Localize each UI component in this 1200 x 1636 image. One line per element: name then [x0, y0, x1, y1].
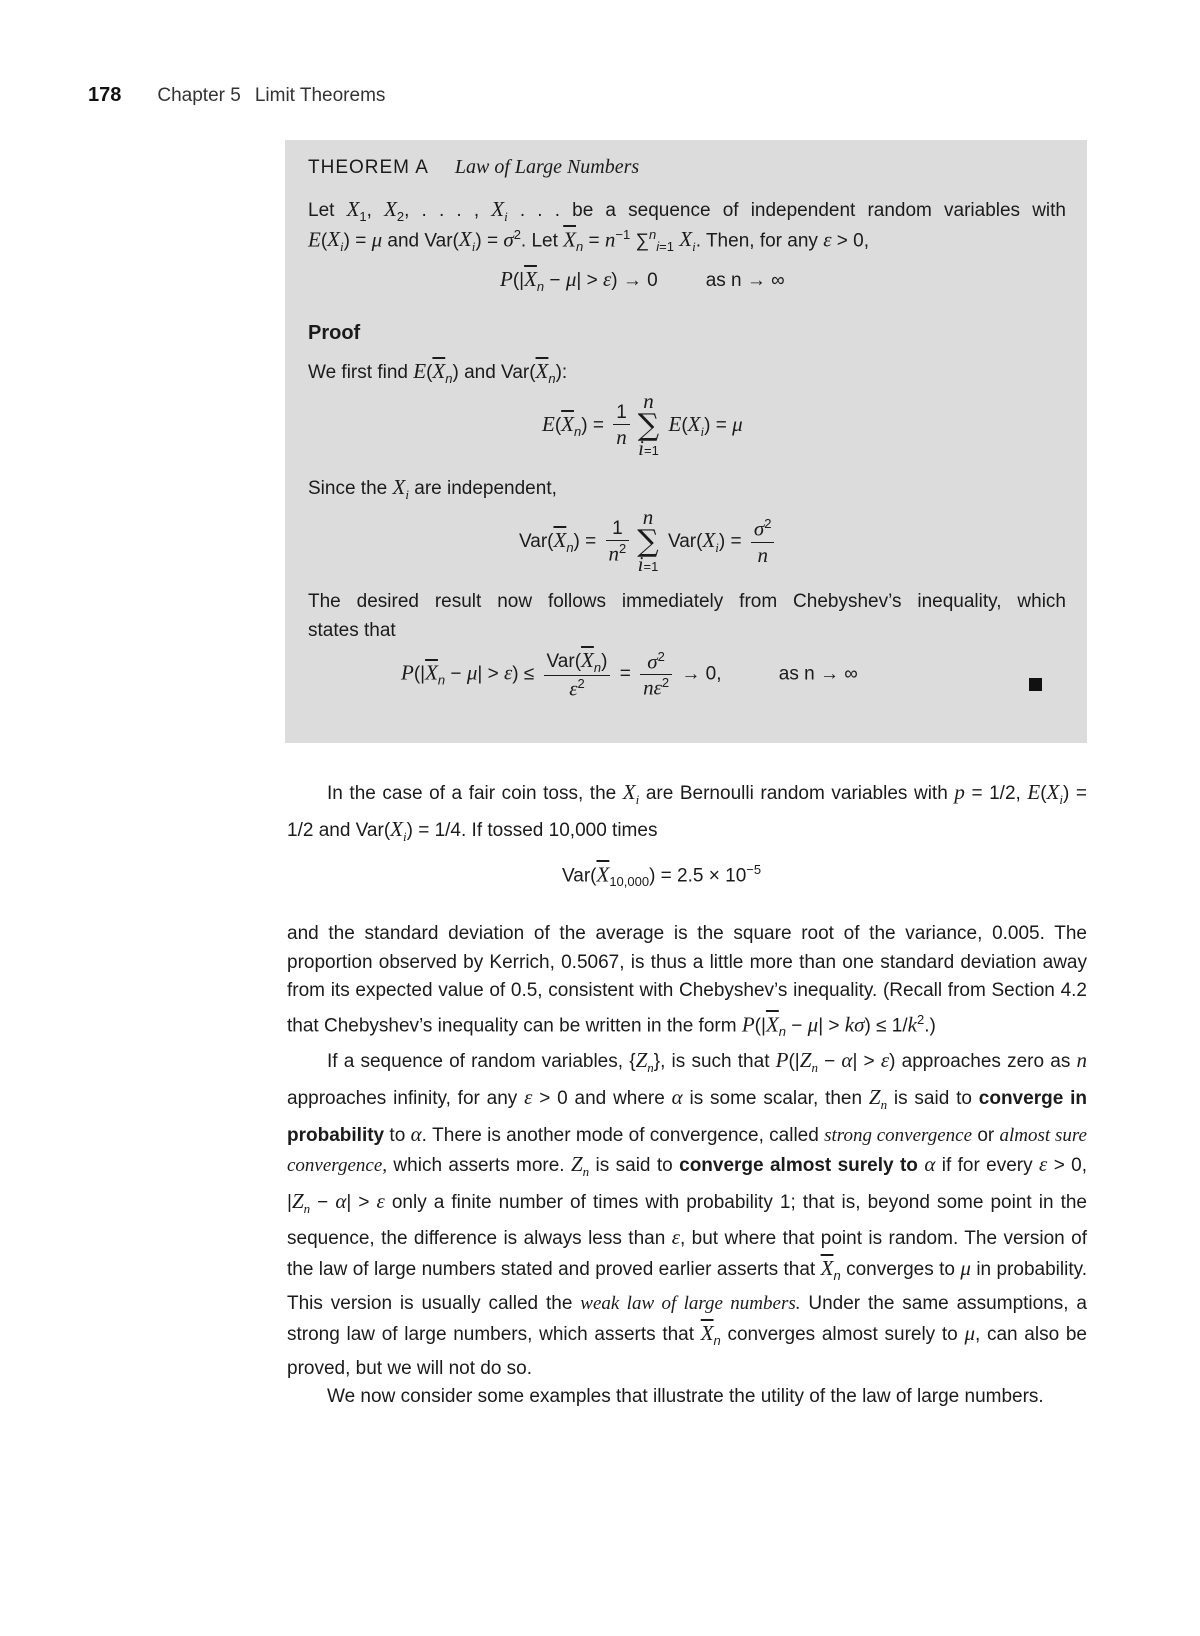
equation-variance: $Var(\overline{X}_n)$ = $\frac{1}{n^2}$ n ∑ i=1 $Var(X_i)$ = $\frac{\sigma^2}{n}$	[519, 510, 778, 574]
proof-intro-text: We first find	[308, 362, 408, 383]
body-paragraphs	[287, 920, 1087, 1412]
qed-square-icon	[1029, 678, 1042, 691]
equation-chebyshev: $P(|\overline{X}_n - \mu| > \varepsilon)$ ≤ $\frac{Var(\overline{X}_n)}{\varepsilon^2}$ = $\frac{\sigma^2}{n\varepsilon^2}$ → 0, as n → ∞	[401, 648, 858, 701]
theorem-statement-line-2: $E(X_i) = \mu$ and $Var(X_i) = \sigma^2$. Let $\overline{X}_n = n^{-1}$ ∑$^n_{i=1}$ $X_i$. Then, for any ε > 0,	[308, 227, 869, 255]
theorem-title: Law of Large Numbers	[454, 156, 640, 178]
equation-expectation: $E(\overline{X}_n)$ = $\frac{1}{n}$ n ∑ i=1 $E(X_i) = \mu$	[542, 389, 743, 460]
proof-since-tail: are independent,	[414, 478, 557, 499]
section-label: Limit Theorems	[254, 85, 386, 106]
paragraph-examples: We now consider some examples that illustrate the utility of the law of large numbers.	[327, 1386, 1044, 1408]
paragraph-standard-deviation: and the standard deviation of the average is the square root of the variance, 0.005. The proportion observed by Kerrich, 0.5067, is thus a little more than one standard deviation away from its expected value of 0.5, consistent with Chebyshev’s inequality. (Recall from Section 4.2 that Chebyshev’s inequality can be written in the form $P(|\overline{X}_n - \mu| > k\sigma) \le 1/k^2$.)	[287, 923, 1087, 1039]
theorem-equation-condition: as n → ∞	[705, 270, 785, 291]
page-header	[88, 84, 385, 107]
equation-var-10000: $Var(\overline{X}_{10,000}) = 2.5 \times 10^{-5}$	[562, 862, 762, 890]
theorem-equation: $P(|\overline{X}_n - \mu| > \varepsilon) \to 0$ as n → ∞	[500, 267, 785, 294]
equation-chebyshev-condition: as n → ∞	[778, 663, 858, 685]
theorem-statement-line-1: Let $X_1$, $X_2$, . . . , $X_i$ . . . be a sequence of independent random variables with	[308, 197, 1066, 225]
theorem-label: THEOREM A	[308, 157, 429, 178]
body-paragraph-1	[287, 778, 1087, 851]
proof-desired-line-1: The desired result now follows immediately from Chebyshev’s inequality, which	[308, 591, 1066, 612]
proof-since-text: Since the	[308, 478, 388, 499]
proof-since-line: Since the $X_i$ are independent,	[308, 475, 557, 503]
chapter-label: Chapter 5	[157, 85, 241, 106]
paragraph-coin-toss: In the case of a fair coin toss, the $X_i$ are Bernoulli random variables with p = 1/2, $E(X_i) = 1/2$ and $Var(X_i) = 1/4$. If tossed 10,000 times	[287, 780, 1088, 844]
theorem-heading	[308, 156, 639, 179]
proof-desired-line-2: states that	[308, 620, 396, 641]
page-number: 178	[88, 84, 122, 106]
proof-heading: Proof	[308, 322, 361, 344]
paragraph-convergence: If a sequence of random variables, $\{Z_n\}$, is such that $P(|Z_n - \alpha| > \varepsilon)$ approaches zero as n approaches infinity, for any ε > 0 and where α is some scalar, then $Z_n$ is said to converge in probability to α. There is another mode of convergence, called strong convergence or almost sure convergence, which asserts more. $Z_n$ is said to converge almost surely to α if for every ε > 0, $|Z_n - \alpha| > \varepsilon$ only a finite number of times with probability 1; that is, beyond some point in the sequence, the difference is always less than ε, but where that point is random. The version of the law of large numbers stated and proved earlier asserts that $\overline{X}_n$ converges to μ in probability. This version is usually called the weak law of large numbers. Under the same assumptions, a strong law of large numbers, which asserts that $\overline{X}_n$ converges almost surely to μ, can also be proved, but we will not do so.	[287, 1048, 1088, 1379]
proof-intro: We first find $E(\overline{X}_n)$ and $Var(\overline{X}_n)$:	[308, 359, 568, 386]
theorem-box	[285, 140, 1087, 743]
